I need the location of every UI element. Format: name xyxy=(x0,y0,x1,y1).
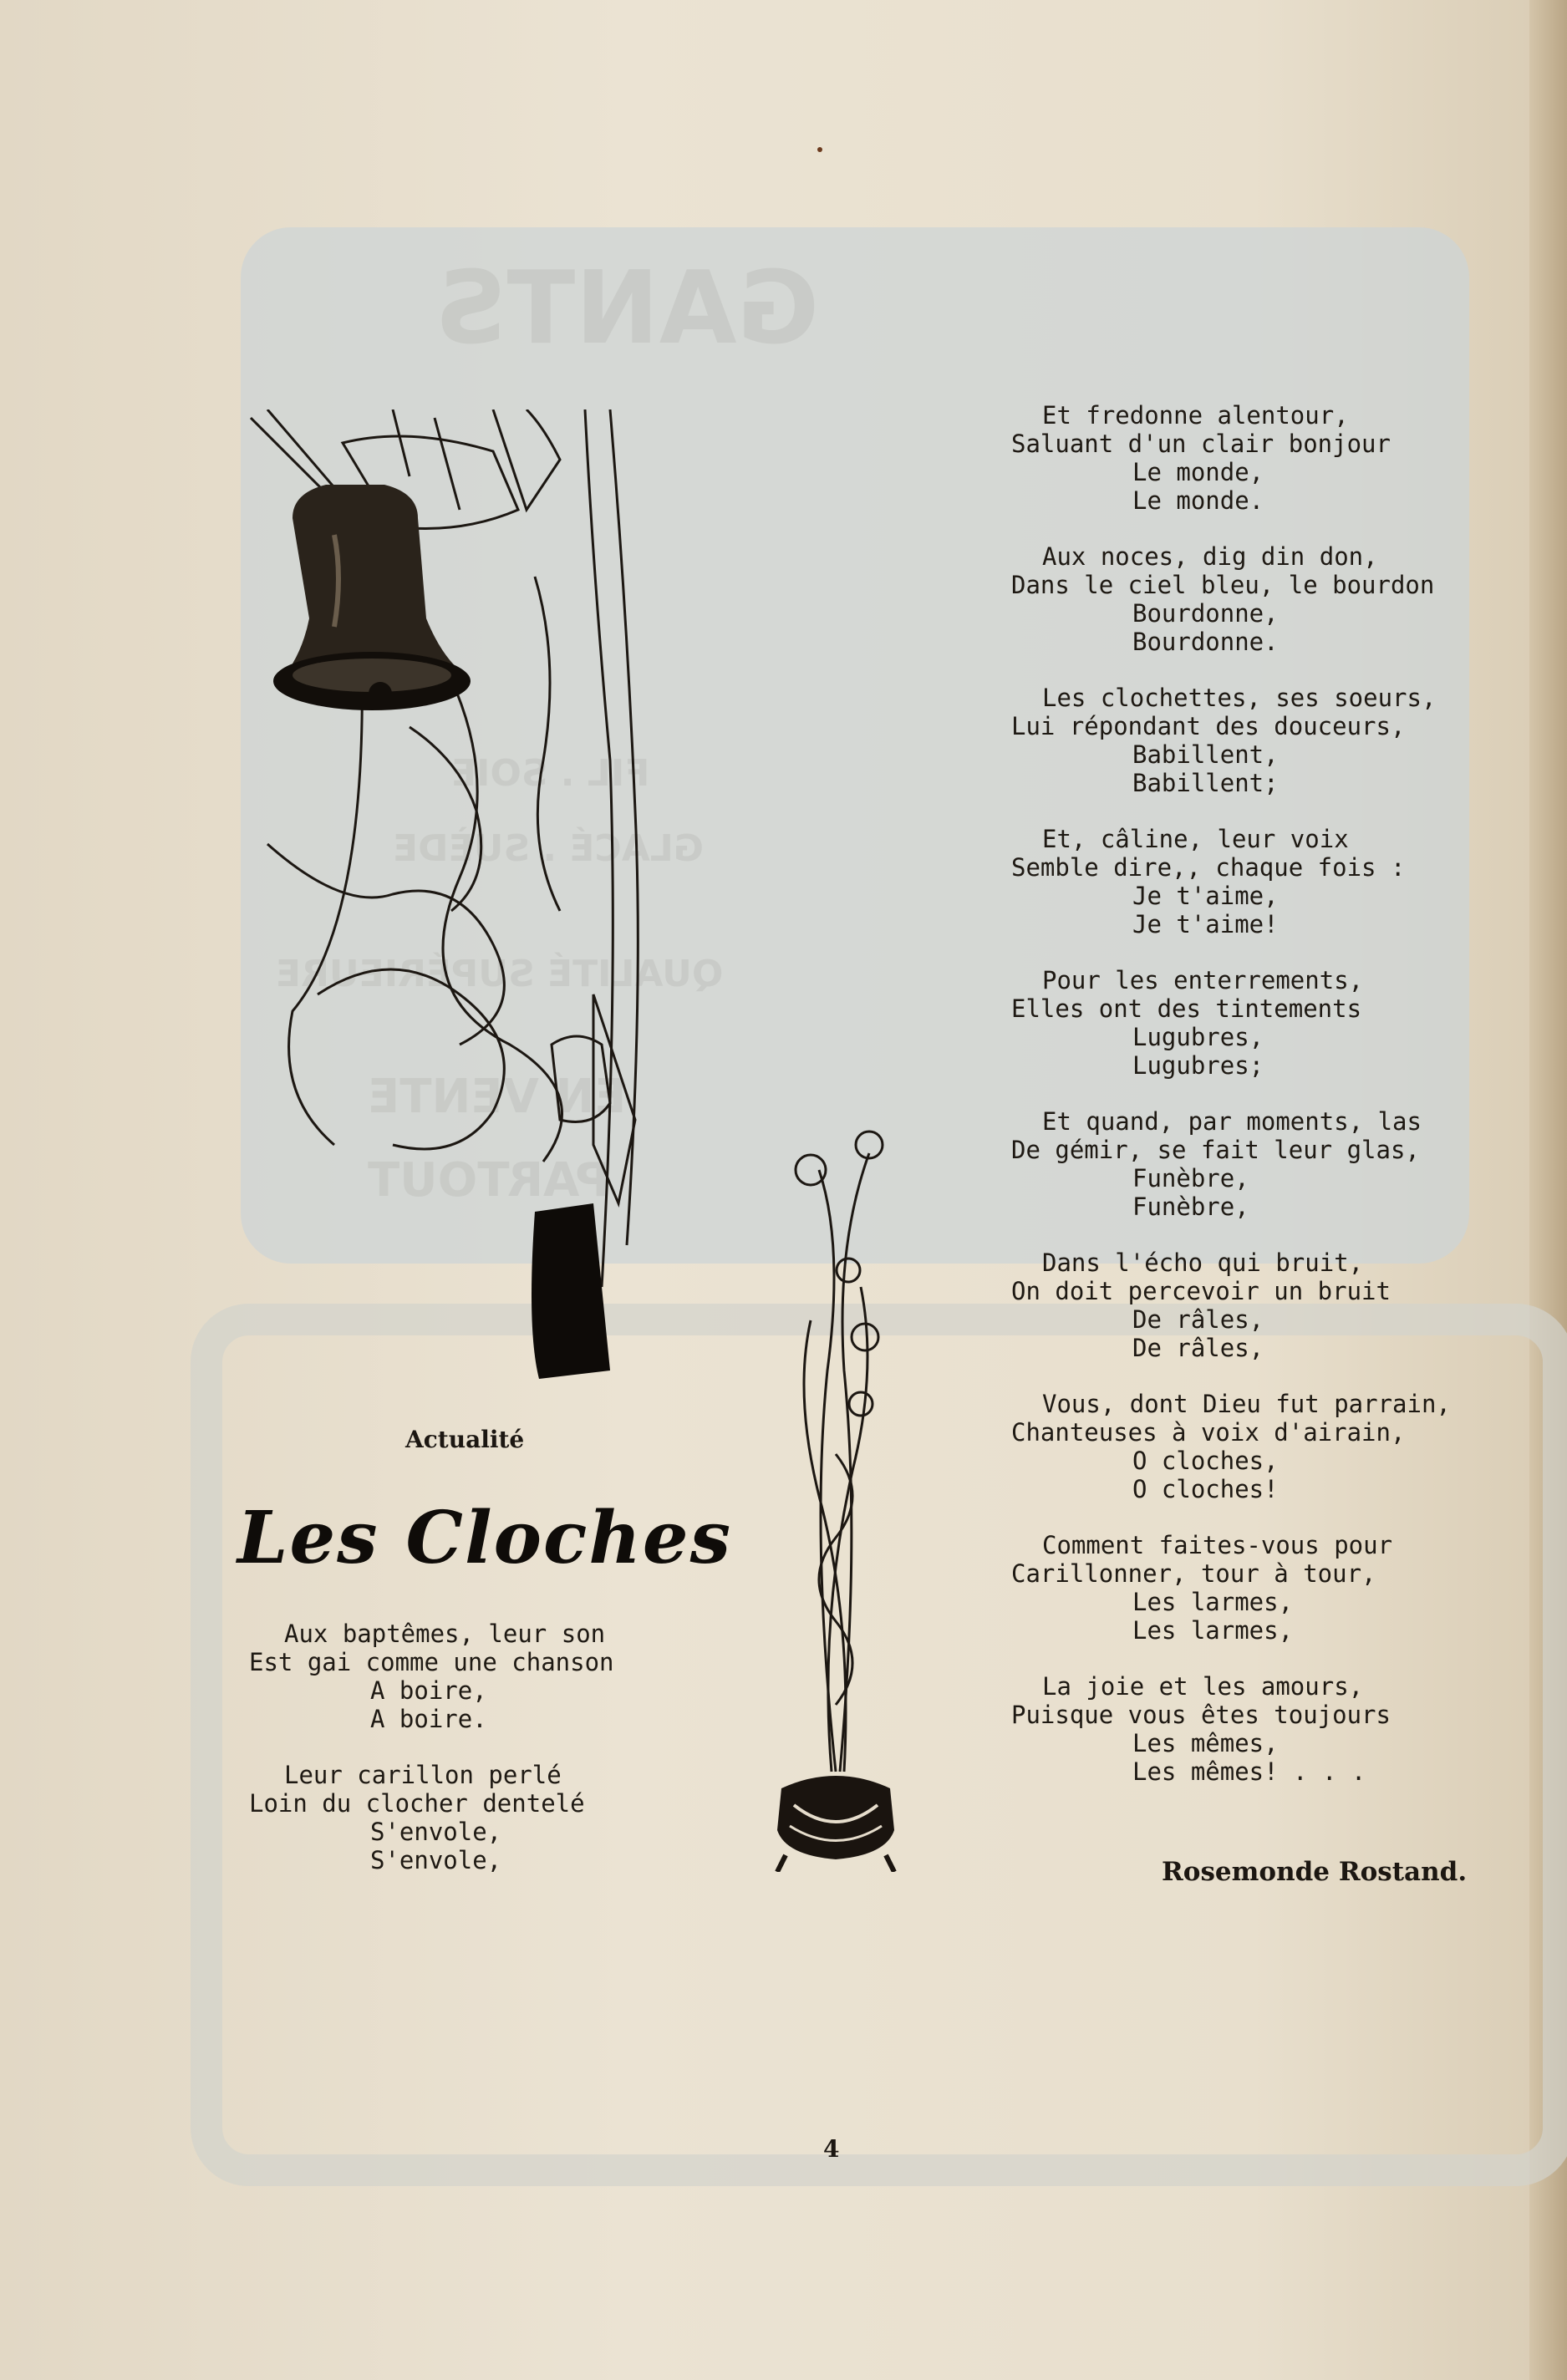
poem-line: Loin du clocher dentelé xyxy=(249,1789,585,1818)
poem-line: On doit percevoir un bruit xyxy=(1011,1277,1391,1305)
poem-line: Lugubres; xyxy=(1132,1051,1264,1080)
poem-line: Elles ont des tintements xyxy=(1011,994,1362,1023)
poem-line: A boire, xyxy=(370,1676,487,1705)
poem-line: De gémir, se fait leur glas, xyxy=(1011,1136,1420,1164)
section-label: Actualité xyxy=(405,1426,525,1453)
poem-line: Aux baptêmes, leur son xyxy=(284,1620,606,1648)
poem-line: Et quand, par moments, las xyxy=(1042,1107,1422,1136)
poem-line: S'envole, xyxy=(370,1818,502,1846)
poem-line: O cloches, xyxy=(1132,1447,1279,1475)
poem-line: La joie et les amours, xyxy=(1042,1672,1364,1701)
poem-line: Les larmes, xyxy=(1132,1616,1294,1645)
poem-line: A boire. xyxy=(370,1705,487,1733)
ghost-ad-line: GLACÉ . SUÈDE xyxy=(393,827,704,870)
stanza xyxy=(1011,1672,1513,1786)
poem-line: Le monde, xyxy=(1132,458,1264,486)
poem-line: Dans l'écho qui bruit, xyxy=(1042,1248,1364,1277)
poem-line: Puisque vous êtes toujours xyxy=(1011,1701,1391,1729)
poem-line: Les mêmes! . . . xyxy=(1132,1757,1366,1786)
poem-line: Carillonner, tour à tour, xyxy=(1011,1559,1376,1588)
poem-line: Lugubres, xyxy=(1132,1023,1264,1051)
stanza xyxy=(1011,542,1513,656)
ink-speck xyxy=(817,147,822,152)
poem-right-column xyxy=(1011,401,1513,1813)
stanza xyxy=(1011,1390,1513,1503)
poem-line: Aux noces, dig din don, xyxy=(1042,542,1378,571)
poem-title: Les Cloches xyxy=(237,1496,733,1580)
poem-line: Chanteuses à voix d'airain, xyxy=(1011,1418,1406,1447)
flower-vase-ornament xyxy=(761,1120,911,1872)
bell-illustration xyxy=(242,409,710,1396)
poem-line: Les clochettes, ses soeurs, xyxy=(1042,684,1437,712)
poem-line: Dans le ciel bleu, le bourdon xyxy=(1011,571,1435,599)
ghost-ad-line: QUALITÉ SUPÉRIEURE xyxy=(276,953,724,995)
ghost-ad-title: GANTS xyxy=(435,251,820,367)
stanza xyxy=(249,1620,734,1733)
page-number: 4 xyxy=(823,2135,840,2163)
poem-line: De râles, xyxy=(1132,1334,1264,1362)
stanza xyxy=(1011,1531,1513,1645)
author-signature: Rosemonde Rostand. xyxy=(1162,1857,1468,1887)
stanza xyxy=(1011,1107,1513,1221)
stanza xyxy=(1011,825,1513,938)
poem-line: Lui répondant des douceurs, xyxy=(1011,712,1406,740)
poem-line: Bourdonne, xyxy=(1132,599,1279,628)
poem-line: De râles, xyxy=(1132,1305,1264,1334)
ghost-ad-line: PARTOUT xyxy=(368,1153,610,1208)
poem-line: Leur carillon perlé xyxy=(284,1761,562,1789)
poem-line: Saluant d'un clair bonjour xyxy=(1011,430,1391,458)
poem-line: Je t'aime! xyxy=(1132,910,1279,938)
poem-line: Bourdonne. xyxy=(1132,628,1279,656)
poem-line: S'envole, xyxy=(370,1846,502,1874)
poem-line: Le monde. xyxy=(1132,486,1264,515)
ghost-ad-line: FIL . SOIE xyxy=(451,752,650,795)
poem-line: Les mêmes, xyxy=(1132,1729,1279,1757)
poem-line: Semble dire,, chaque fois : xyxy=(1011,853,1406,882)
poem-line: Funèbre, xyxy=(1132,1193,1249,1221)
poem-line: Babillent, xyxy=(1132,740,1279,769)
poem-line: Les larmes, xyxy=(1132,1588,1294,1616)
poem-left-column xyxy=(249,1620,734,1902)
ghost-ad-line: EN VENTE xyxy=(368,1070,627,1124)
poem-line: Pour les enterrements, xyxy=(1042,966,1364,994)
poem-line: Babillent; xyxy=(1132,769,1279,797)
stanza xyxy=(1011,966,1513,1080)
poem-line: Est gai comme une chanson xyxy=(249,1648,614,1676)
poem-line: Je t'aime, xyxy=(1132,882,1279,910)
poem-line: Comment faites-vous pour xyxy=(1042,1531,1393,1559)
stanza xyxy=(1011,684,1513,797)
poem-line: Et, câline, leur voix xyxy=(1042,825,1349,853)
poem-line: Vous, dont Dieu fut parrain, xyxy=(1042,1390,1451,1418)
stanza xyxy=(249,1761,734,1874)
stanza xyxy=(1011,1248,1513,1362)
poem-line: Funèbre, xyxy=(1132,1164,1249,1193)
poem-line: Et fredonne alentour, xyxy=(1042,401,1349,430)
stanza xyxy=(1011,401,1513,515)
poem-line: O cloches! xyxy=(1132,1475,1279,1503)
